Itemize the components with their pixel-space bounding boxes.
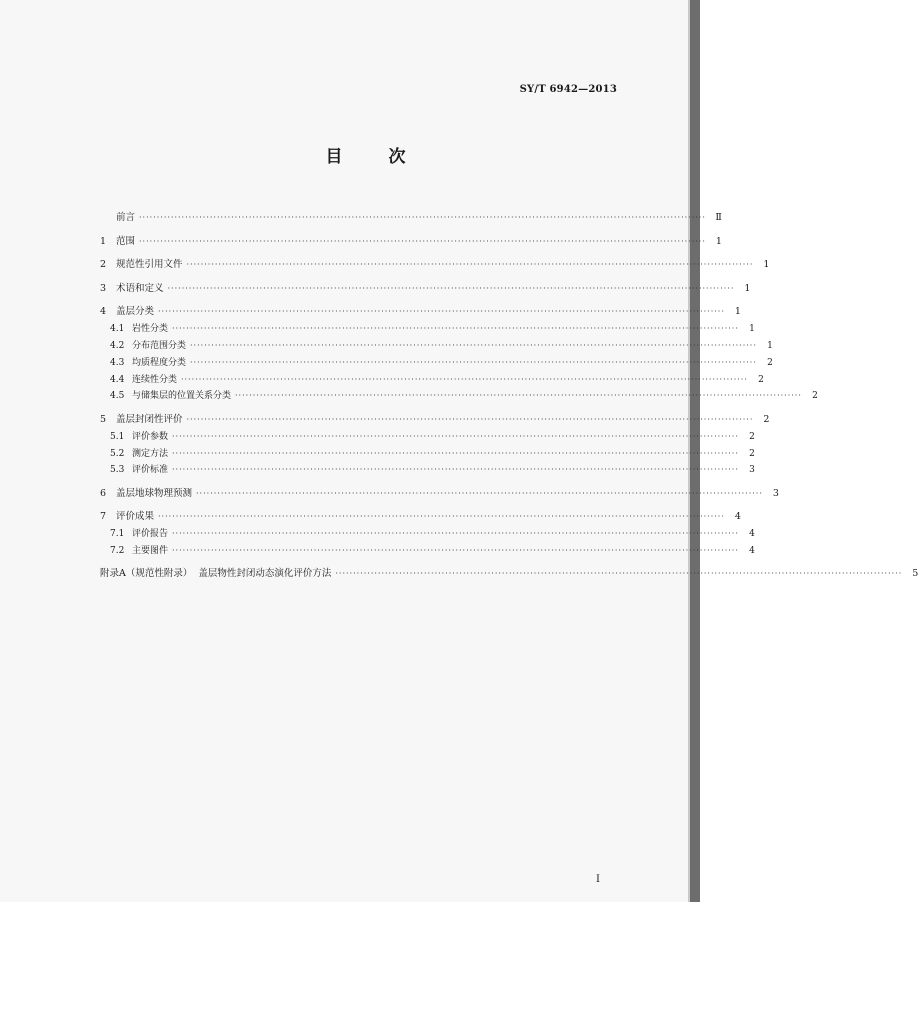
toc-entry-title bbox=[100, 233, 135, 247]
toc-entry-label: 与储集层的位置关系分类 bbox=[132, 391, 232, 402]
toc-entry-page: 3 bbox=[772, 487, 779, 499]
toc-leader-dots: ································································································································································ bbox=[172, 431, 739, 441]
toc-entry-number: 5.1 bbox=[110, 431, 125, 442]
toc-entry[interactable] bbox=[100, 317, 755, 334]
toc-entry-title bbox=[100, 411, 183, 425]
toc-entry-label: 均质程度分类 bbox=[132, 357, 187, 368]
toc-entry-number: 6 bbox=[100, 487, 107, 499]
toc-entry-number: 4.3 bbox=[110, 357, 125, 368]
toc-title-char: 次 bbox=[388, 147, 406, 167]
toc-entry-label: 主要图件 bbox=[132, 546, 169, 557]
toc-entry-title bbox=[110, 338, 186, 351]
toc-entry[interactable] bbox=[100, 351, 773, 368]
toc-entry-label: 盖层地球物理预测 bbox=[116, 487, 193, 499]
toc-entry-page: 2 bbox=[767, 357, 773, 368]
toc-entry-page: 4 bbox=[749, 546, 755, 557]
toc-title-char: 目 bbox=[325, 147, 343, 167]
toc-entry-label: 岩性分类 bbox=[132, 323, 169, 334]
toc-entry-page: 2 bbox=[763, 413, 770, 425]
toc-entry[interactable] bbox=[100, 385, 818, 402]
toc-entry-page: 1 bbox=[744, 282, 751, 294]
toc-entry-number: 4.1 bbox=[110, 323, 125, 334]
toc-entry-number: 7.2 bbox=[110, 546, 125, 557]
toc-entry-title bbox=[110, 543, 168, 556]
toc-leader-dots: ································································································································································ bbox=[196, 488, 763, 498]
toc-entry-number: 4.2 bbox=[110, 340, 125, 351]
toc-entry-page: 1 bbox=[767, 340, 773, 351]
toc-entry[interactable] bbox=[100, 442, 755, 459]
toc-entry-title bbox=[110, 355, 186, 368]
toc-entry-title bbox=[110, 388, 231, 401]
toc-entry-label: 评价报告 bbox=[132, 529, 169, 540]
toc-leader-dots: ································································································································································ bbox=[172, 529, 739, 539]
toc-leader-dots: ································································································································································ bbox=[172, 465, 739, 475]
toc-leader-dots: ································································································································································ bbox=[190, 357, 757, 367]
toc-entry[interactable] bbox=[100, 247, 770, 271]
toc-entry-number: 5.2 bbox=[110, 448, 125, 459]
toc-entry-label: 前言 bbox=[116, 212, 136, 224]
toc-entry-title bbox=[100, 256, 183, 270]
toc-leader-dots: ································································································································································ bbox=[139, 236, 706, 246]
toc-entry-title bbox=[110, 429, 168, 442]
toc-leader-dots: ································································································································································ bbox=[190, 340, 757, 350]
toc-entry-number: 4.4 bbox=[110, 374, 125, 385]
toc-entry-label: 分布范围分类 bbox=[132, 340, 187, 351]
toc-entry-label: 评价成果 bbox=[116, 511, 155, 523]
toc-entry[interactable] bbox=[100, 475, 779, 499]
toc-leader-dots: ································································································································································ bbox=[186, 260, 754, 270]
toc-entry-number: 3 bbox=[100, 282, 107, 294]
toc-title bbox=[0, 142, 731, 167]
toc-entry-page: 1 bbox=[715, 235, 722, 247]
toc-entry-page: 3 bbox=[749, 465, 755, 476]
toc-entry-label: 规范性引用文件 bbox=[116, 259, 183, 271]
toc-entry-title bbox=[110, 321, 168, 334]
toc-entry-title bbox=[110, 372, 177, 385]
toc-entry-title bbox=[100, 303, 154, 317]
standard-code: SY/T 6942—2013 bbox=[519, 84, 617, 95]
toc-entry[interactable] bbox=[100, 334, 773, 351]
toc-entry[interactable] bbox=[100, 425, 755, 442]
toc-entry-title bbox=[110, 446, 168, 459]
toc-entry-title bbox=[100, 280, 164, 294]
toc-entry-page: 1 bbox=[749, 323, 755, 334]
toc-entry[interactable] bbox=[100, 522, 755, 540]
toc-entry-number: 2 bbox=[100, 259, 107, 271]
toc-entry-label: 盖层分类 bbox=[116, 305, 155, 317]
toc-entry[interactable] bbox=[100, 270, 751, 294]
toc-entry-label: 盖层物性封闭动态演化评价方法 bbox=[198, 568, 332, 580]
toc-entry-label: 术语和定义 bbox=[116, 282, 164, 294]
page-number: I bbox=[596, 874, 600, 885]
toc-entry[interactable] bbox=[100, 499, 741, 523]
toc-entry-page: 5 bbox=[912, 568, 918, 580]
toc-leader-dots: ································································································································································ bbox=[172, 448, 739, 458]
toc-entry-page: 1 bbox=[734, 305, 741, 317]
toc-entry-number: 7.1 bbox=[110, 529, 125, 540]
toc-entry-page: Ⅱ bbox=[715, 212, 722, 224]
toc-entry-page: 2 bbox=[812, 391, 818, 402]
toc-entry-title bbox=[100, 485, 192, 499]
toc-entry-number: 7 bbox=[100, 511, 107, 523]
toc-leader-dots: ································································································································································ bbox=[158, 512, 725, 522]
toc-entry-label: 盖层封闭性评价 bbox=[116, 413, 183, 425]
table-of-contents bbox=[100, 200, 918, 580]
toc-entry[interactable] bbox=[100, 223, 722, 247]
toc-entry-number: 5.3 bbox=[110, 465, 125, 476]
toc-entry-page: 2 bbox=[749, 431, 755, 442]
toc-entry[interactable] bbox=[100, 556, 918, 580]
toc-leader-dots: ································································································································································ bbox=[235, 391, 802, 401]
toc-entry-title bbox=[110, 526, 168, 539]
toc-entry-label: 评价标准 bbox=[132, 465, 169, 476]
toc-entry[interactable] bbox=[100, 539, 755, 557]
toc-entry-label: 范围 bbox=[116, 235, 136, 247]
toc-entry-title bbox=[110, 462, 168, 475]
toc-entry-number: 5 bbox=[100, 413, 107, 425]
toc-entry-number: 附录A（规范性附录） bbox=[100, 568, 193, 580]
toc-leader-dots: ································································································································································ bbox=[139, 213, 706, 223]
toc-leader-dots: ································································································································································ bbox=[335, 569, 903, 579]
toc-entry-page: 1 bbox=[763, 259, 770, 271]
toc-leader-dots: ································································································································································ bbox=[167, 283, 735, 293]
toc-leader-dots: ································································································································································ bbox=[181, 374, 748, 384]
toc-entry-page: 2 bbox=[749, 448, 755, 459]
toc-entry[interactable] bbox=[100, 368, 764, 385]
toc-leader-dots: ································································································································································ bbox=[186, 414, 754, 424]
toc-entry[interactable] bbox=[100, 459, 755, 476]
toc-entry[interactable] bbox=[100, 401, 770, 425]
toc-entry-title bbox=[100, 209, 135, 223]
toc-entry[interactable] bbox=[100, 294, 741, 317]
toc-entry[interactable] bbox=[100, 200, 722, 224]
toc-entry-page: 4 bbox=[734, 511, 741, 523]
toc-entry-number: 4.5 bbox=[110, 391, 125, 402]
toc-entry-number: 1 bbox=[100, 235, 107, 247]
toc-leader-dots: ································································································································································ bbox=[172, 546, 739, 556]
toc-entry-label: 连续性分类 bbox=[132, 374, 178, 385]
toc-leader-dots: ································································································································································ bbox=[172, 323, 739, 333]
toc-entry-page: 2 bbox=[758, 374, 764, 385]
toc-entry-title bbox=[100, 508, 154, 522]
toc-entry-page: 4 bbox=[749, 529, 755, 540]
toc-entry-title bbox=[100, 565, 331, 579]
toc-entry-label: 测定方法 bbox=[132, 448, 169, 459]
toc-leader-dots: ································································································································································ bbox=[158, 306, 725, 316]
toc-entry-number: 4 bbox=[100, 305, 107, 317]
toc-entry-label: 评价参数 bbox=[132, 431, 169, 442]
